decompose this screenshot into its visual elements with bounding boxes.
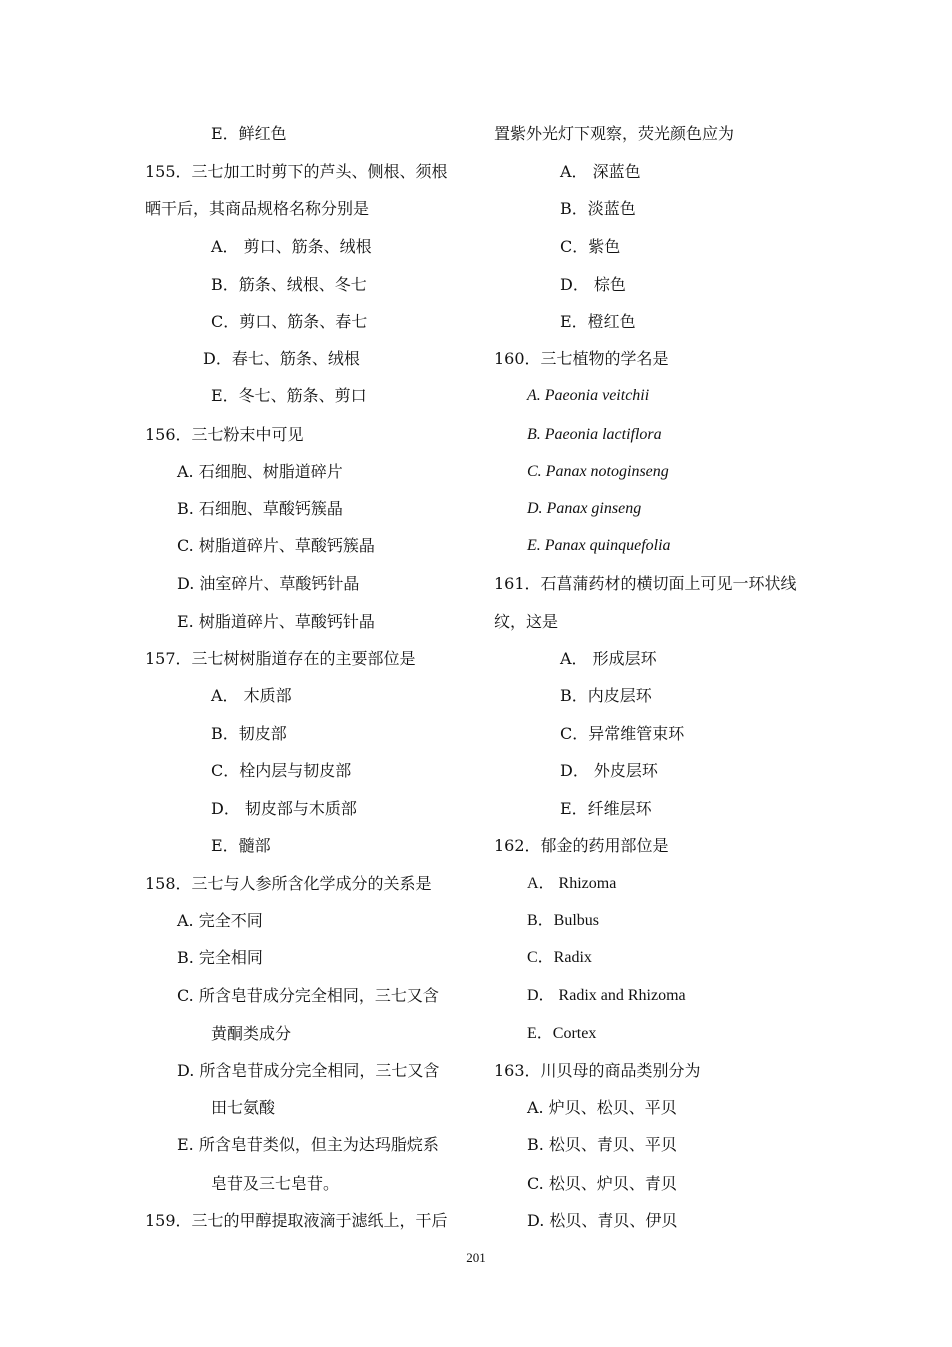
page-number: 201 <box>466 1250 486 1265</box>
option-159-e: E．橙红色 <box>560 312 636 331</box>
option-157-a: A． 木质部 <box>211 686 292 705</box>
option-162-e: E．Cortex <box>527 1025 597 1042</box>
option-156-d: D. 油室碎片、草酸钙针晶 <box>177 574 360 593</box>
option-158-c-line2: 黄酮类成分 <box>211 1024 292 1043</box>
option-155-c: C．剪口、筋条、春七 <box>211 312 368 331</box>
option-162-a: A． Rhizoma <box>527 875 617 892</box>
option-158-d-line2: 田七氨酸 <box>211 1098 276 1117</box>
option-161-a: A． 形成层环 <box>560 649 657 668</box>
option-159-c: C．紫色 <box>560 237 621 256</box>
option-157-c: C．栓内层与韧皮部 <box>211 761 352 780</box>
question-160: 160．三七植物的学名是 <box>494 349 669 368</box>
option-158-b: B. 完全相同 <box>177 948 263 967</box>
option-162-c: C．Radix <box>527 949 592 966</box>
question-161-line1: 161．石菖蒲药材的横切面上可见一环状线 <box>494 574 797 593</box>
option-163-a: A. 炉贝、松贝、平贝 <box>527 1098 677 1117</box>
question-161-line2: 纹，这是 <box>494 612 559 631</box>
option-158-d-line1: D. 所含皂苷成分完全相同，三七又含 <box>177 1061 440 1080</box>
option-160-d: D. Panax ginseng <box>527 500 642 517</box>
option-157-d: D． 韧皮部与木质部 <box>211 799 357 818</box>
option-156-b: B. 石细胞、草酸钙簇晶 <box>177 499 343 518</box>
option-157-e: E．髓部 <box>211 836 271 855</box>
option-160-e: E. Panax quinquefolia <box>527 537 671 554</box>
option-156-e: E. 树脂道碎片、草酸钙针晶 <box>177 612 375 631</box>
option-163-b: B. 松贝、青贝、平贝 <box>527 1135 677 1154</box>
option-157-b: B．韧皮部 <box>211 724 287 743</box>
option-158-e-line2: 皂苷及三七皂苷。 <box>211 1174 340 1193</box>
question-159-line2: 置紫外光灯下观察，荧光颜色应为 <box>494 124 735 143</box>
question-159-line1: 159．三七的甲醇提取液滴于滤纸上，干后 <box>145 1211 448 1230</box>
option-159-b: B．淡蓝色 <box>560 199 636 218</box>
question-163: 163．川贝母的商品类别分为 <box>494 1061 701 1080</box>
option-161-b: B．内皮层环 <box>560 686 652 705</box>
option-155-b: B．筋条、绒根、冬七 <box>211 275 367 294</box>
option-158-e-line1: E. 所含皂苷类似，但主为达玛脂烷系 <box>177 1135 439 1154</box>
option-162-b: B．Bulbus <box>527 912 600 929</box>
option-158-c-line1: C. 所含皂苷成分完全相同，三七又含 <box>177 986 439 1005</box>
option-160-a: A. Paeonia veitchii <box>527 387 650 404</box>
option-163-d: D. 松贝、青贝、伊贝 <box>527 1211 678 1230</box>
option-161-d: D． 外皮层环 <box>560 761 658 780</box>
option-154-e: E．鲜红色 <box>211 124 287 143</box>
option-161-e: E．纤维层环 <box>560 799 652 818</box>
option-159-a: A． 深蓝色 <box>560 162 641 181</box>
question-155-line1: 155．三七加工时剪下的芦头、侧根、须根 <box>145 162 448 181</box>
option-155-d: D．春七、筋条、绒根 <box>203 349 360 368</box>
option-163-c: C. 松贝、炉贝、青贝 <box>527 1174 677 1193</box>
option-155-e: E．冬七、筋条、剪口 <box>211 386 367 405</box>
option-158-a: A. 完全不同 <box>177 911 263 930</box>
question-156: 156．三七粉末中可见 <box>145 425 304 444</box>
option-160-c: C. Panax notoginseng <box>527 463 669 480</box>
option-161-c: C．异常维管束环 <box>560 724 685 743</box>
question-158: 158．三七与人参所含化学成分的关系是 <box>145 874 432 893</box>
option-156-c: C. 树脂道碎片、草酸钙簇晶 <box>177 536 375 555</box>
option-160-b: B. Paeonia lactiflora <box>527 426 662 443</box>
option-156-a: A. 石细胞、树脂道碎片 <box>177 462 343 481</box>
question-155-line2: 晒干后，其商品规格名称分别是 <box>145 199 370 218</box>
option-162-d: D． Radix and Rhizoma <box>527 987 686 1004</box>
question-162: 162．郁金的药用部位是 <box>494 836 669 855</box>
question-157: 157．三七树树脂道存在的主要部位是 <box>145 649 416 668</box>
option-159-d: D． 棕色 <box>560 275 626 294</box>
option-155-a: A． 剪口、筋条、绒根 <box>211 237 372 256</box>
